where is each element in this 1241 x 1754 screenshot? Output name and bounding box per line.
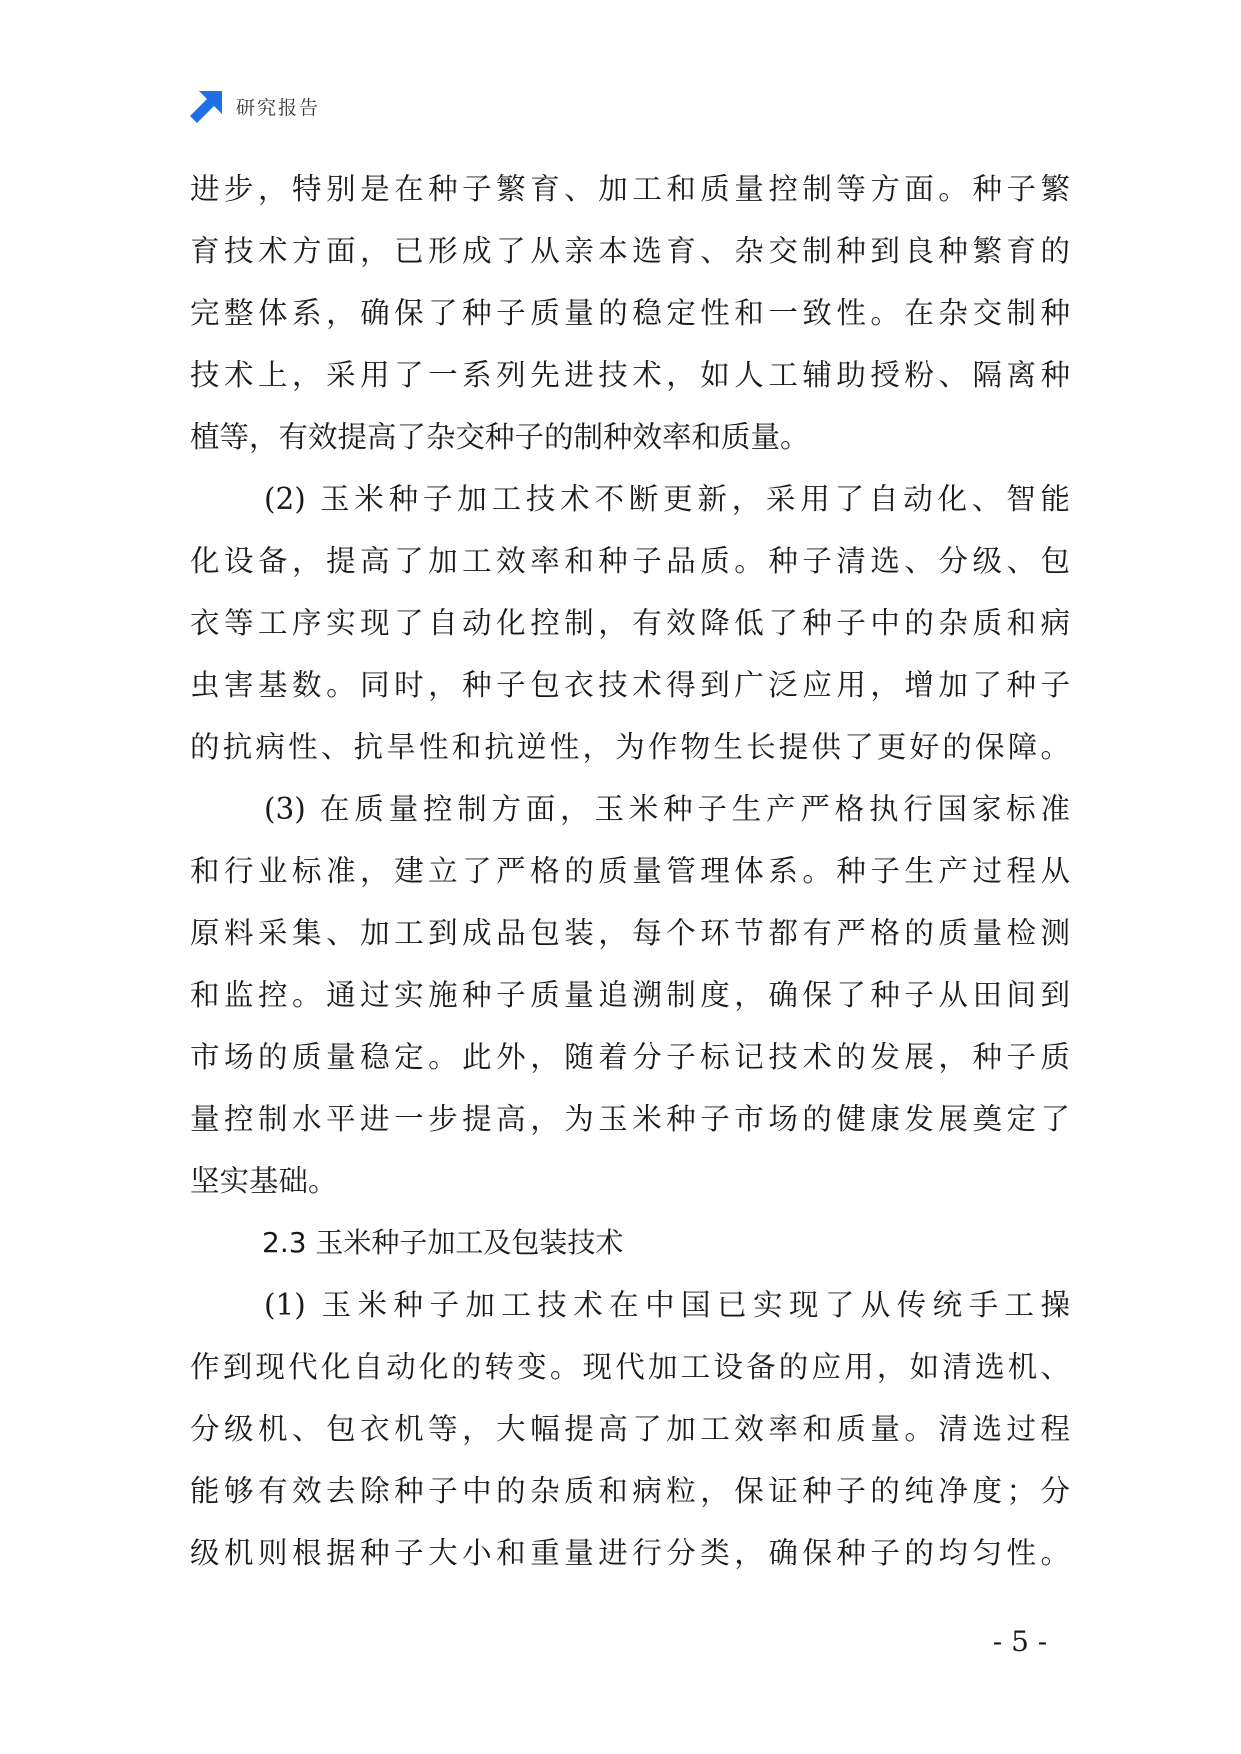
paragraph (190, 468, 1070, 778)
text-line: 坚实基础。 (190, 1164, 338, 1198)
text-line: 育技术方面，已形成了从亲本选育、杂交制种到良种繁育的 (190, 234, 1070, 268)
text-line: 级机则根据种子大小和重量进行分类，确保种子的均匀性。 (190, 1536, 1070, 1570)
text-line: 原料采集、加工到成品包装，每个环节都有严格的质量检测 (190, 916, 1070, 950)
text-line: 的抗病性、抗旱性和抗逆性，为作物生长提供了更好的保障。 (190, 730, 1070, 764)
text-line: 分级机、包衣机等，大幅提高了加工效率和质量。清选过程 (190, 1412, 1070, 1446)
text-line: (2) 玉米种子加工技术不断更新，采用了自动化、智能 (264, 482, 1070, 516)
page-number: - 5 - (992, 1625, 1048, 1658)
text-line: 量控制水平进一步提高，为玉米种子市场的健康发展奠定了 (190, 1102, 1070, 1136)
text-line: 衣等工序实现了自动化控制，有效降低了种子中的杂质和病 (190, 606, 1070, 640)
paragraph (190, 778, 1070, 1212)
page-header (190, 88, 320, 124)
text-line: 技术上，采用了一系列先进技术，如人工辅助授粉、隔离种 (190, 358, 1070, 392)
text-line: 和行业标准，建立了严格的质量管理体系。种子生产过程从 (190, 854, 1070, 888)
text-line: (3) 在质量控制方面，玉米种子生产严格执行国家标准 (264, 792, 1070, 826)
paragraph (190, 158, 1070, 468)
paragraph (190, 1274, 1070, 1584)
document-body (190, 158, 1070, 1584)
text-line: 市场的质量稳定。此外，随着分子标记技术的发展，种子质 (190, 1040, 1070, 1074)
text-line: 完整体系，确保了种子质量的稳定性和一致性。在杂交制种 (190, 296, 1070, 330)
arrow-up-right-icon (190, 89, 224, 123)
text-line: 能够有效去除种子中的杂质和病粒，保证种子的纯净度；分 (190, 1474, 1070, 1508)
text-line: 虫害基数。同时，种子包衣技术得到广泛应用，增加了种子 (190, 668, 1070, 702)
text-line: 进步，特别是在种子繁育、加工和质量控制等方面。种子繁 (190, 172, 1070, 206)
text-line: 化设备，提高了加工效率和种子品质。种子清选、分级、包 (190, 544, 1070, 578)
text-line: (1) 玉米种子加工技术在中国已实现了从传统手工操 (264, 1288, 1070, 1322)
text-line: 和监控。通过实施种子质量追溯制度，确保了种子从田间到 (190, 978, 1070, 1012)
text-line: 作到现代化自动化的转变。现代加工设备的应用，如清选机、 (190, 1350, 1070, 1384)
text-line: 植等，有效提高了杂交种子的制种效率和质量。 (190, 420, 810, 454)
section-heading: 2.3 玉米种子加工及包装技术 (262, 1226, 624, 1259)
header-title: 研究报告 (236, 96, 321, 119)
